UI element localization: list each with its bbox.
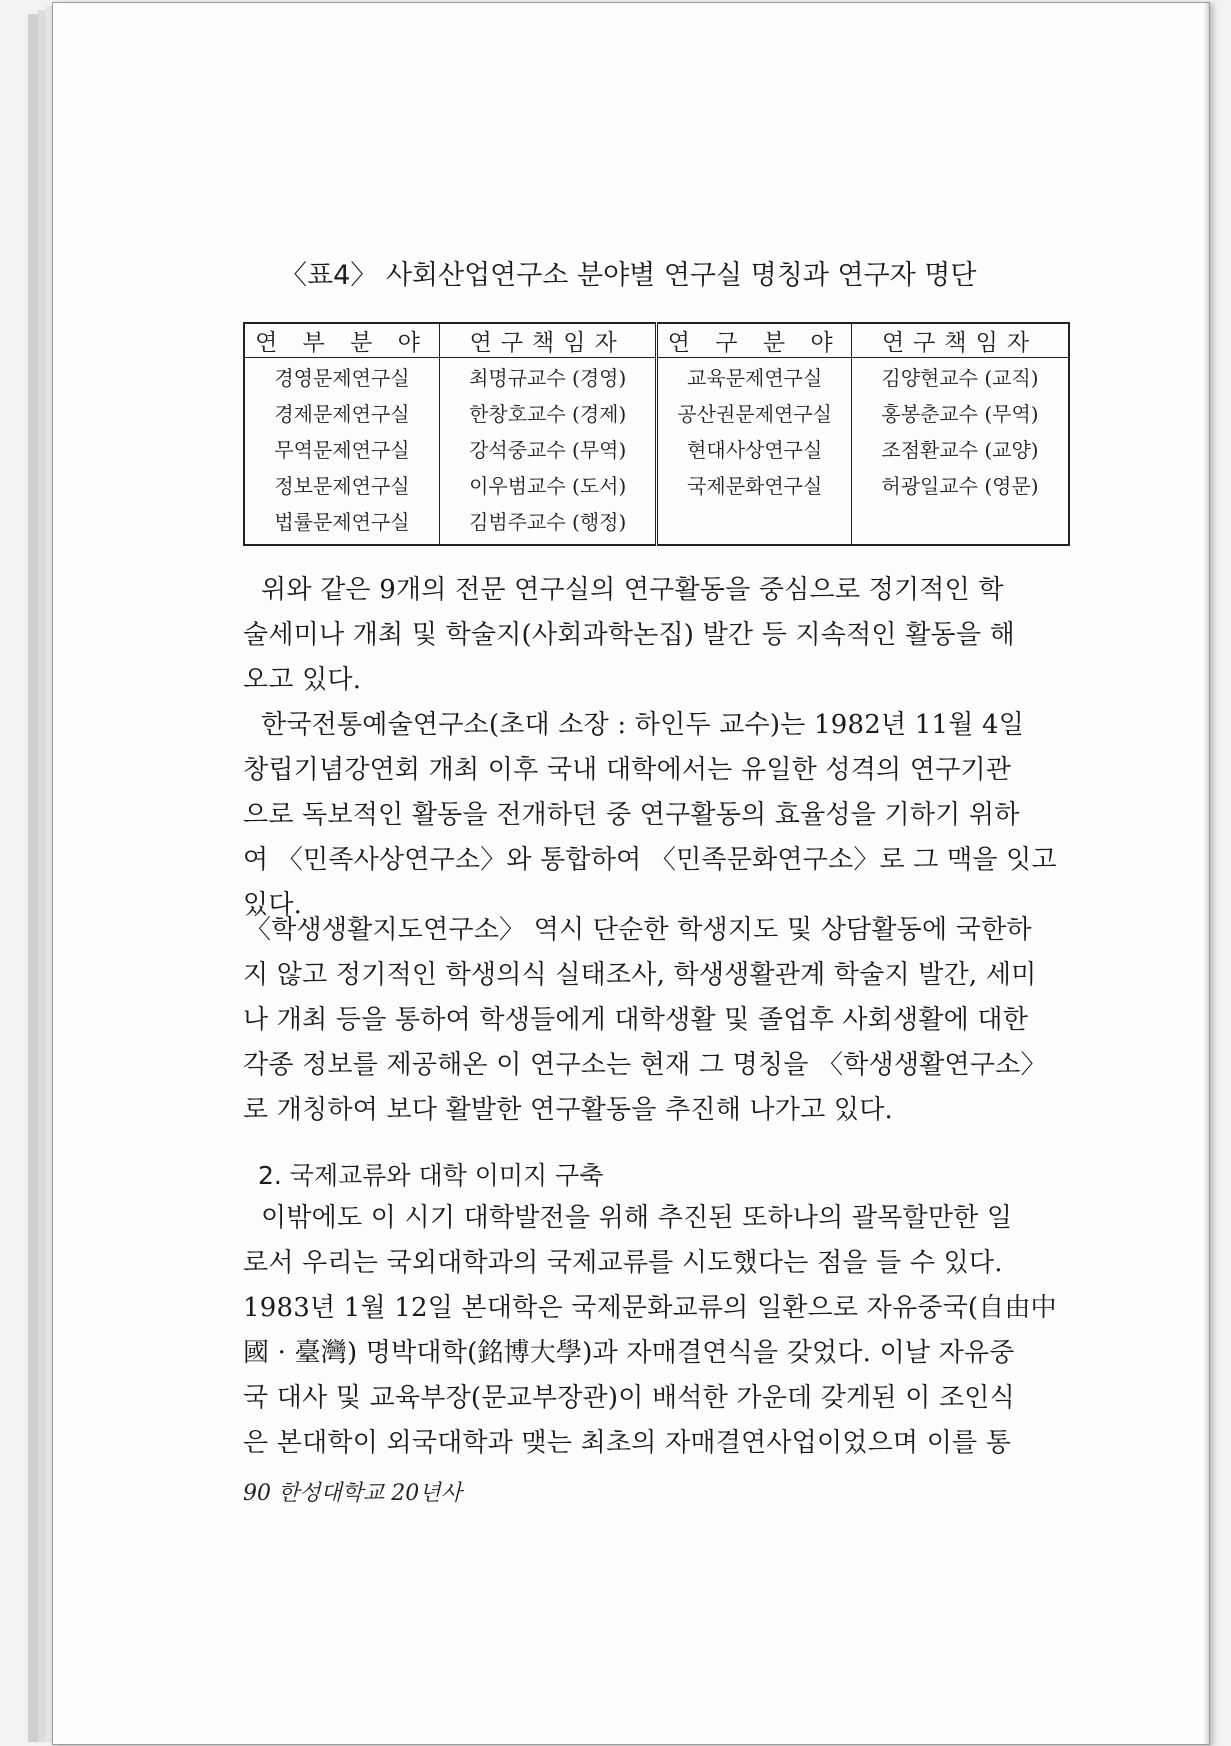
text-line: 있다.: [243, 890, 303, 920]
text-line: 한국전통예술연구소(초대 소장 : 하인두 교수)는 1982년 11월 4일: [261, 710, 1025, 740]
researcher-column: [852, 358, 1069, 546]
text-line: 지 않고 정기적인 학생의식 실태조사, 학생생활관계 학술지 발간, 세미: [243, 960, 1037, 990]
table-caption: 〈표4〉 사회산업연구소 분야별 연구실 명칭과 연구자 명단: [280, 260, 977, 291]
table-cell: 국제문화연구실: [687, 474, 823, 498]
table-cell: 정보문제연구실: [274, 474, 410, 498]
text-line: 〈학생생활지도연구소〉 역시 단순한 학생지도 및 상담활동에 국한하: [245, 915, 1032, 945]
text-line: 로 개칭하여 보다 활발한 연구활동을 추진해 나가고 있다.: [243, 1095, 893, 1125]
table-header: 연구책임자: [439, 323, 656, 358]
research-lab-table: [243, 322, 1070, 546]
paragraph-3: [243, 908, 1065, 1133]
text-line: 國 · 臺灣) 명박대학(銘博大學)과 자매결연식을 갖었다. 이날 자유중: [243, 1338, 1015, 1368]
table-cell: 최명규교수 (경영): [469, 366, 627, 390]
table-header-row: [244, 323, 1069, 358]
table-body-row: [244, 358, 1069, 546]
table-cell: 경제문제연구실: [274, 402, 410, 426]
table-header: 연구책임자: [852, 323, 1069, 358]
text-line: 국 대사 및 교육부장(문교부장관)이 배석한 가운데 갖게된 이 조인식: [243, 1383, 1015, 1413]
text-line: 로서 우리는 국외대학과의 국제교류를 시도했다는 점을 들 수 있다.: [243, 1248, 1003, 1278]
text-line: 으로 독보적인 활동을 전개하던 중 연구활동의 효율성을 기하기 위하: [243, 800, 1020, 830]
lab-name-column: [657, 358, 852, 546]
table-cell: 이우범교수 (도서): [469, 474, 627, 498]
table-cell: 김범주교수 (행정): [469, 510, 627, 534]
text-line: 각종 정보를 제공해온 이 연구소는 현재 그 명칭을 〈학생생활연구소〉: [243, 1050, 1047, 1080]
table-cell: 법률문제연구실: [274, 510, 410, 534]
table-cell: 김양현교수 (교직): [881, 366, 1039, 390]
table-header: 연 부 분 야: [244, 323, 439, 358]
researcher-column: [439, 358, 656, 546]
table-cell: 현대사상연구실: [687, 438, 823, 462]
lab-name-column: [244, 358, 439, 546]
text-line: 술세미나 개최 및 학술지(사회과학논집) 발간 등 지속적인 활동을 해: [243, 620, 1015, 650]
section-heading: 2. 국제교류와 대학 이미지 구축: [258, 1161, 604, 1190]
text-line: 1983년 1월 12일 본대학은 국제문화교류의 일환으로 자유중국(自由中: [243, 1293, 1057, 1323]
table-cell: 조점환교수 (교양): [881, 438, 1039, 462]
text-line: 위와 같은 9개의 전문 연구실의 연구활동을 중심으로 정기적인 학: [261, 575, 1004, 605]
table-cell: 허광일교수 (영문): [881, 474, 1039, 498]
table-cell: 강석중교수 (무역): [469, 438, 627, 462]
text-line: 은 본대학이 외국대학과 맺는 최초의 자매결연사업이었으며 이를 통: [243, 1428, 1012, 1458]
paragraph-2: [243, 703, 1065, 928]
text-line: 여 〈민족사상연구소〉와 통합하여 〈민족문화연구소〉로 그 맥을 잇고: [243, 845, 1057, 875]
text-line: 나 개최 등을 통하여 학생들에게 대학생활 및 졸업후 사회생활에 대한: [243, 1005, 1029, 1035]
text-line: 창립기념강연회 개최 이후 국내 대학에서는 유일한 성격의 연구기관: [243, 755, 1012, 785]
table-cell: 공산권문제연구실: [677, 402, 832, 426]
table-header: 연 구 분 야: [657, 323, 852, 358]
text-line: 이밖에도 이 시기 대학발전을 위해 추진된 또하나의 괄목할만한 일: [261, 1203, 1013, 1233]
paragraph-1: [243, 568, 1065, 703]
table-cell: 교육문제연구실: [687, 366, 823, 390]
table-cell: 홍봉춘교수 (무역): [881, 402, 1039, 426]
table-cell: 한창호교수 (경제): [469, 402, 627, 426]
table-cell: 무역문제연구실: [274, 438, 410, 462]
text-line: 오고 있다.: [243, 665, 362, 695]
page-footer: 90 한성대학교 20년사: [243, 1481, 462, 1506]
paragraph-4: [243, 1196, 1065, 1466]
table-cell: 경영문제연구실: [274, 366, 410, 390]
page-edge-shadow: [1203, 3, 1209, 1744]
